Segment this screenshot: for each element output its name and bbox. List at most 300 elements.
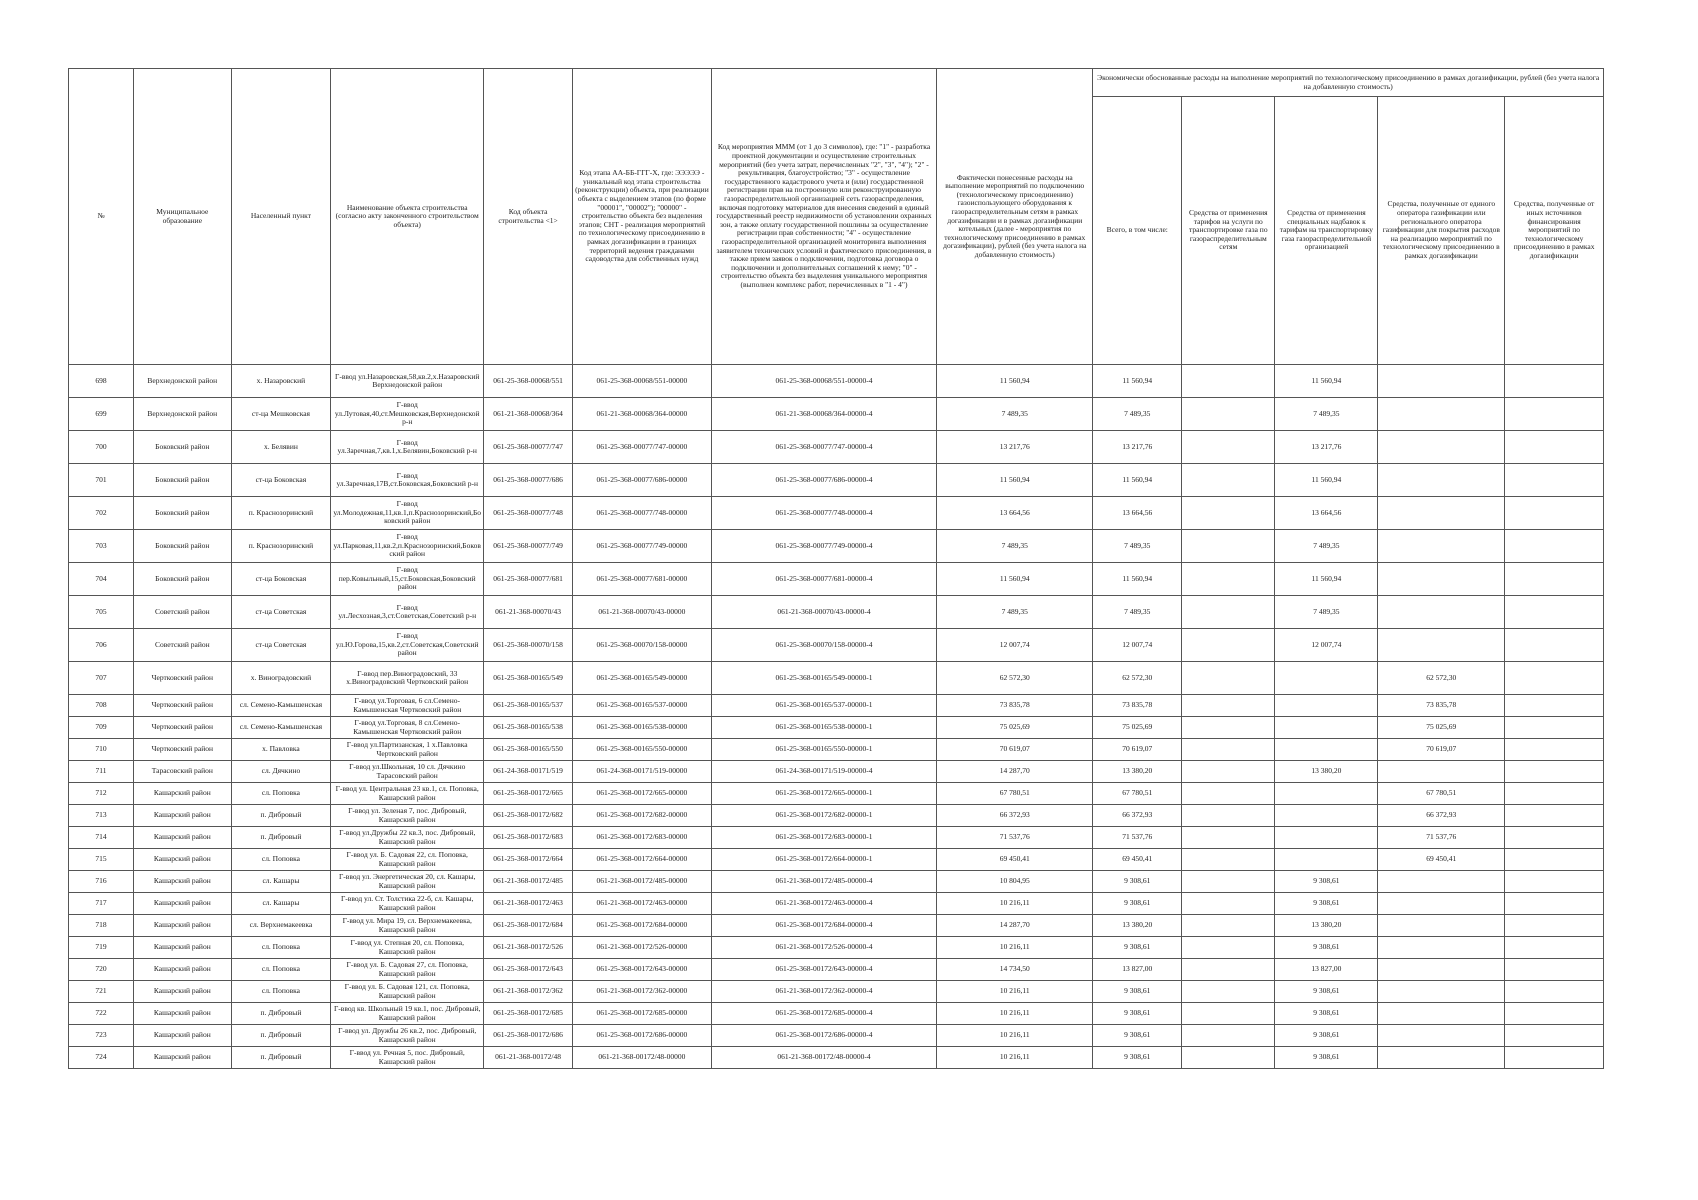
cell-operator <box>1378 431 1505 464</box>
cell-object-code: 061-25-368-00068/551 <box>484 365 573 398</box>
cell-municipality: Чертковский район <box>134 662 232 695</box>
cell-actual-costs: 10 216,11 <box>937 937 1093 959</box>
cell-total: 13 827,00 <box>1093 959 1182 981</box>
cell-actual-costs: 13 217,76 <box>937 431 1093 464</box>
cell-operator <box>1378 398 1505 431</box>
cell-special <box>1275 739 1378 761</box>
cell-stage-code: 061-25-368-00172/685-00000 <box>573 1003 712 1025</box>
cell-event-code: 061-25-368-00077/681-00000-4 <box>711 563 936 596</box>
cell-municipality: Кашарский район <box>134 893 232 915</box>
cell-stage-code: 061-21-368-00068/364-00000 <box>573 398 712 431</box>
cell-settlement: сл. Поповка <box>231 937 331 959</box>
cell-actual-costs: 7 489,35 <box>937 596 1093 629</box>
cell-num: 701 <box>69 464 134 497</box>
table-row <box>69 1025 1604 1047</box>
cell-operator <box>1378 937 1505 959</box>
header-total: Всего, в том числе: <box>1093 97 1182 365</box>
cell-special: 7 489,35 <box>1275 398 1378 431</box>
cell-tariff <box>1182 893 1275 915</box>
cell-object-code: 061-25-368-00165/549 <box>484 662 573 695</box>
cell-object-name: Г-ввод ул.Молодежная,11,кв.1,п.Краснозоринский,Боковский район <box>331 497 484 530</box>
cell-stage-code: 061-25-368-00077/748-00000 <box>573 497 712 530</box>
cell-event-code: 061-25-368-00070/158-00000-4 <box>711 629 936 662</box>
cell-other <box>1505 365 1604 398</box>
cell-event-code: 061-25-368-00165/537-00000-1 <box>711 695 936 717</box>
cell-num: 706 <box>69 629 134 662</box>
cell-settlement: х. Виноградовский <box>231 662 331 695</box>
cell-stage-code: 061-25-368-00070/158-00000 <box>573 629 712 662</box>
cell-total: 9 308,61 <box>1093 893 1182 915</box>
cell-other <box>1505 1025 1604 1047</box>
table-header <box>69 69 1604 365</box>
cell-object-code: 061-21-368-00172/463 <box>484 893 573 915</box>
cell-settlement: сл. Дячкино <box>231 761 331 783</box>
cell-municipality: Кашарский район <box>134 871 232 893</box>
cell-operator: 62 572,30 <box>1378 662 1505 695</box>
cell-operator <box>1378 1003 1505 1025</box>
cell-other <box>1505 915 1604 937</box>
cell-stage-code: 061-25-368-00165/538-00000 <box>573 717 712 739</box>
cell-settlement: п. Дибровый <box>231 1025 331 1047</box>
cell-num: 719 <box>69 937 134 959</box>
cell-tariff <box>1182 596 1275 629</box>
cell-operator: 75 025,69 <box>1378 717 1505 739</box>
cell-object-name: Г-ввод ул. Дружбы 26 кв.2, пос. Дибровый, Кашарский район <box>331 1025 484 1047</box>
table-row <box>69 805 1604 827</box>
table-row <box>69 431 1604 464</box>
cell-object-name: Г-ввод ул. Б. Садовая 121, сл. Поповка, Кашарский район <box>331 981 484 1003</box>
cell-other <box>1505 893 1604 915</box>
header-special: Средства от применения специальных надбавок к тарифам на транспортировку газа газораспределительной организацией <box>1275 97 1378 365</box>
cell-actual-costs: 7 489,35 <box>937 398 1093 431</box>
cell-object-code: 061-25-368-00172/686 <box>484 1025 573 1047</box>
cell-num: 698 <box>69 365 134 398</box>
cell-tariff <box>1182 827 1275 849</box>
cell-special: 9 308,61 <box>1275 981 1378 1003</box>
table-row <box>69 783 1604 805</box>
cell-total: 9 308,61 <box>1093 1047 1182 1069</box>
document-page <box>68 68 1604 1069</box>
cell-special: 11 560,94 <box>1275 365 1378 398</box>
cell-other <box>1505 805 1604 827</box>
cell-num: 700 <box>69 431 134 464</box>
cell-object-code: 061-21-368-00172/362 <box>484 981 573 1003</box>
cell-special: 11 560,94 <box>1275 563 1378 596</box>
cell-event-code: 061-25-368-00172/685-00000-4 <box>711 1003 936 1025</box>
cell-num: 711 <box>69 761 134 783</box>
header-num: № <box>69 69 134 365</box>
cell-municipality: Чертковский район <box>134 717 232 739</box>
cell-municipality: Чертковский район <box>134 695 232 717</box>
cell-municipality: Кашарский район <box>134 981 232 1003</box>
header-stage-code: Код этапа АА-ББ-ГГГ-Х, где: ЭЭЭЭЭ - уникальный код этапа строительства (реконструкции) объекта, при реализации объекта с выделением этапов (по форме "00001", "00002"); "00000" - строительство объекта без выделения этапов; СНТ - реализация мероприятий по технологическому присоединению в рамках догазификации в границах территорий ведения гражданами садоводства для собственных нужд <box>573 69 712 365</box>
cell-tariff <box>1182 563 1275 596</box>
cell-total: 9 308,61 <box>1093 981 1182 1003</box>
cell-operator <box>1378 497 1505 530</box>
cell-stage-code: 061-21-368-00172/526-00000 <box>573 937 712 959</box>
cell-total: 9 308,61 <box>1093 937 1182 959</box>
cell-special: 9 308,61 <box>1275 893 1378 915</box>
cell-operator <box>1378 761 1505 783</box>
cell-total: 73 835,78 <box>1093 695 1182 717</box>
cell-settlement: ст-ца Мешковская <box>231 398 331 431</box>
cell-actual-costs: 69 450,41 <box>937 849 1093 871</box>
cell-total: 62 572,30 <box>1093 662 1182 695</box>
cell-object-name: Г-ввод ул.Партизанская, 1 х.Павловка Чертковский район <box>331 739 484 761</box>
cell-stage-code: 061-25-368-00077/686-00000 <box>573 464 712 497</box>
cell-object-code: 061-25-368-00172/685 <box>484 1003 573 1025</box>
cell-object-code: 061-21-368-00068/364 <box>484 398 573 431</box>
cell-municipality: Боковский район <box>134 431 232 464</box>
cell-num: 722 <box>69 1003 134 1025</box>
cell-settlement: х. Белявин <box>231 431 331 464</box>
cell-stage-code: 061-25-368-00077/747-00000 <box>573 431 712 464</box>
cell-object-name: Г-ввод ул.Дружбы 22 кв.3, пос. Дибровый, Кашарский район <box>331 827 484 849</box>
cell-stage-code: 061-25-368-00172/682-00000 <box>573 805 712 827</box>
cell-object-code: 061-25-368-00165/538 <box>484 717 573 739</box>
cell-municipality: Кашарский район <box>134 783 232 805</box>
cell-event-code: 061-25-368-00172/664-00000-1 <box>711 849 936 871</box>
cell-operator <box>1378 596 1505 629</box>
cell-special: 9 308,61 <box>1275 937 1378 959</box>
cell-event-code: 061-25-368-00165/550-00000-1 <box>711 739 936 761</box>
cell-operator <box>1378 915 1505 937</box>
cell-event-code: 061-25-368-00172/682-00000-1 <box>711 805 936 827</box>
cell-object-code: 061-25-368-00172/664 <box>484 849 573 871</box>
cell-special: 7 489,35 <box>1275 596 1378 629</box>
cell-municipality: Боковский район <box>134 563 232 596</box>
cell-other <box>1505 959 1604 981</box>
cell-stage-code: 061-25-368-00172/643-00000 <box>573 959 712 981</box>
cell-stage-code: 061-25-368-00172/683-00000 <box>573 827 712 849</box>
cell-stage-code: 061-21-368-00172/362-00000 <box>573 981 712 1003</box>
cell-object-code: 061-25-368-00172/684 <box>484 915 573 937</box>
cell-other <box>1505 695 1604 717</box>
cell-stage-code: 061-25-368-00068/551-00000 <box>573 365 712 398</box>
cell-num: 699 <box>69 398 134 431</box>
cell-actual-costs: 14 734,50 <box>937 959 1093 981</box>
cell-event-code: 061-25-368-00077/748-00000-4 <box>711 497 936 530</box>
cell-event-code: 061-25-368-00068/551-00000-4 <box>711 365 936 398</box>
cell-object-name: Г-ввод ул.Назаровская,58,кв.2,х.Назаровский Верхнедонской район <box>331 365 484 398</box>
cell-tariff <box>1182 761 1275 783</box>
cell-object-code: 061-25-368-00165/537 <box>484 695 573 717</box>
cell-actual-costs: 11 560,94 <box>937 365 1093 398</box>
cell-special: 13 380,20 <box>1275 915 1378 937</box>
cell-stage-code: 061-25-368-00077/681-00000 <box>573 563 712 596</box>
table-row <box>69 662 1604 695</box>
cell-tariff <box>1182 530 1275 563</box>
cell-object-name: Г-ввод ул. Центральная 23 кв.1, сл. Поповка, Кашарский район <box>331 783 484 805</box>
cell-event-code: 061-24-368-00171/519-00000-4 <box>711 761 936 783</box>
cell-num: 705 <box>69 596 134 629</box>
cell-operator: 69 450,41 <box>1378 849 1505 871</box>
cell-settlement: п. Краснозоринский <box>231 497 331 530</box>
cell-total: 9 308,61 <box>1093 871 1182 893</box>
cell-operator <box>1378 563 1505 596</box>
cell-settlement: сл. Кашары <box>231 871 331 893</box>
gasification-costs-table <box>68 68 1604 1069</box>
table-row <box>69 827 1604 849</box>
cell-num: 709 <box>69 717 134 739</box>
table-row <box>69 1003 1604 1025</box>
cell-event-code: 061-25-368-00077/686-00000-4 <box>711 464 936 497</box>
cell-municipality: Кашарский район <box>134 1003 232 1025</box>
cell-operator: 66 372,93 <box>1378 805 1505 827</box>
cell-actual-costs: 10 216,11 <box>937 1047 1093 1069</box>
cell-operator <box>1378 1025 1505 1047</box>
cell-num: 712 <box>69 783 134 805</box>
cell-total: 75 025,69 <box>1093 717 1182 739</box>
cell-num: 707 <box>69 662 134 695</box>
cell-object-name: Г-ввод ул. Мира 19, сл. Верхнемакеевка, Кашарский район <box>331 915 484 937</box>
cell-num: 704 <box>69 563 134 596</box>
cell-stage-code: 061-21-368-00070/43-00000 <box>573 596 712 629</box>
cell-object-code: 061-24-368-00171/519 <box>484 761 573 783</box>
cell-other <box>1505 1047 1604 1069</box>
cell-total: 13 664,56 <box>1093 497 1182 530</box>
cell-municipality: Кашарский район <box>134 959 232 981</box>
cell-other <box>1505 563 1604 596</box>
cell-special <box>1275 827 1378 849</box>
cell-stage-code: 061-25-368-00172/684-00000 <box>573 915 712 937</box>
cell-operator <box>1378 629 1505 662</box>
cell-event-code: 061-21-368-00172/485-00000-4 <box>711 871 936 893</box>
cell-object-code: 061-21-368-00070/43 <box>484 596 573 629</box>
cell-tariff <box>1182 497 1275 530</box>
cell-other <box>1505 717 1604 739</box>
cell-num: 723 <box>69 1025 134 1047</box>
cell-municipality: Тарасовский район <box>134 761 232 783</box>
cell-tariff <box>1182 1003 1275 1025</box>
cell-total: 11 560,94 <box>1093 464 1182 497</box>
cell-operator <box>1378 365 1505 398</box>
cell-event-code: 061-21-368-00068/364-00000-4 <box>711 398 936 431</box>
cell-other <box>1505 849 1604 871</box>
cell-event-code: 061-25-368-00172/665-00000-1 <box>711 783 936 805</box>
cell-tariff <box>1182 981 1275 1003</box>
header-object-code: Код объекта строительства <1> <box>484 69 573 365</box>
cell-actual-costs: 14 287,70 <box>937 915 1093 937</box>
cell-actual-costs: 10 216,11 <box>937 1003 1093 1025</box>
header-municipality: Муниципальное образование <box>134 69 232 365</box>
table-row <box>69 981 1604 1003</box>
table-row <box>69 398 1604 431</box>
cell-total: 9 308,61 <box>1093 1003 1182 1025</box>
cell-object-code: 061-25-368-00077/748 <box>484 497 573 530</box>
cell-actual-costs: 10 804,95 <box>937 871 1093 893</box>
cell-other <box>1505 662 1604 695</box>
cell-municipality: Боковский район <box>134 497 232 530</box>
table-row <box>69 530 1604 563</box>
header-actual-costs: Фактически понесенные расходы на выполнение мероприятий по подключению (технологическому присоединению) газоиспользующего оборудования к газораспределительным сетям в рамках догазификации и в рамках догазификации котельных (далее - мероприятия по технологическому присоединению в рамках догазификации), рублей (без учета налога на добавленную стоимость) <box>937 69 1093 365</box>
cell-special <box>1275 695 1378 717</box>
cell-num: 717 <box>69 893 134 915</box>
cell-object-name: Г-ввод пер.Виноградовский, 33 х.Виноградовский Чертковский район <box>331 662 484 695</box>
cell-operator: 71 537,76 <box>1378 827 1505 849</box>
cell-tariff <box>1182 959 1275 981</box>
cell-total: 7 489,35 <box>1093 398 1182 431</box>
cell-object-code: 061-25-368-00172/665 <box>484 783 573 805</box>
cell-special: 13 217,76 <box>1275 431 1378 464</box>
cell-event-code: 061-25-368-00165/549-00000-1 <box>711 662 936 695</box>
cell-event-code: 061-25-368-00172/684-00000-4 <box>711 915 936 937</box>
cell-special <box>1275 783 1378 805</box>
cell-object-code: 061-21-368-00172/526 <box>484 937 573 959</box>
cell-special: 9 308,61 <box>1275 1047 1378 1069</box>
cell-operator <box>1378 871 1505 893</box>
cell-special: 13 827,00 <box>1275 959 1378 981</box>
cell-total: 13 217,76 <box>1093 431 1182 464</box>
cell-actual-costs: 67 780,51 <box>937 783 1093 805</box>
header-tariff: Средства от применения тарифов на услуги по транспортировке газа по газораспределительным сетям <box>1182 97 1275 365</box>
cell-tariff <box>1182 365 1275 398</box>
cell-municipality: Кашарский район <box>134 937 232 959</box>
cell-municipality: Советский район <box>134 596 232 629</box>
cell-object-code: 061-25-368-00165/550 <box>484 739 573 761</box>
cell-total: 70 619,07 <box>1093 739 1182 761</box>
cell-num: 720 <box>69 959 134 981</box>
cell-other <box>1505 431 1604 464</box>
cell-object-code: 061-25-368-00172/682 <box>484 805 573 827</box>
cell-settlement: х. Павловка <box>231 739 331 761</box>
cell-tariff <box>1182 805 1275 827</box>
cell-stage-code: 061-25-368-00165/550-00000 <box>573 739 712 761</box>
cell-num: 702 <box>69 497 134 530</box>
cell-municipality: Кашарский район <box>134 827 232 849</box>
cell-stage-code: 061-24-368-00171/519-00000 <box>573 761 712 783</box>
cell-event-code: 061-25-368-00172/686-00000-4 <box>711 1025 936 1047</box>
cell-event-code: 061-21-368-00172/362-00000-4 <box>711 981 936 1003</box>
cell-operator: 70 619,07 <box>1378 739 1505 761</box>
cell-actual-costs: 71 537,76 <box>937 827 1093 849</box>
cell-num: 703 <box>69 530 134 563</box>
cell-total: 67 780,51 <box>1093 783 1182 805</box>
cell-other <box>1505 497 1604 530</box>
cell-settlement: сл. Поповка <box>231 959 331 981</box>
table-row <box>69 464 1604 497</box>
table-row <box>69 739 1604 761</box>
cell-tariff <box>1182 695 1275 717</box>
cell-object-name: Г-ввод ул.Заречная,17В,ст.Боковская,Боковский р-н <box>331 464 484 497</box>
cell-settlement: ст-ца Боковская <box>231 464 331 497</box>
cell-settlement: п. Дибровый <box>231 827 331 849</box>
cell-municipality: Кашарский район <box>134 1025 232 1047</box>
cell-total: 11 560,94 <box>1093 563 1182 596</box>
cell-stage-code: 061-25-368-00172/686-00000 <box>573 1025 712 1047</box>
cell-tariff <box>1182 871 1275 893</box>
cell-other <box>1505 827 1604 849</box>
cell-tariff <box>1182 937 1275 959</box>
cell-num: 713 <box>69 805 134 827</box>
cell-actual-costs: 10 216,11 <box>937 1025 1093 1047</box>
cell-object-name: Г-ввод ул.Лутовая,40,ст.Мешковская,Верхнедонской р-н <box>331 398 484 431</box>
cell-total: 7 489,35 <box>1093 596 1182 629</box>
cell-operator <box>1378 1047 1505 1069</box>
cell-object-name: Г-ввод пер.Ковыльный,15,ст.Боковская,Боковский район <box>331 563 484 596</box>
cell-total: 71 537,76 <box>1093 827 1182 849</box>
table-row <box>69 629 1604 662</box>
cell-settlement: п. Дибровый <box>231 1003 331 1025</box>
header-other: Средства, полученные от иных источников финансирования мероприятий по технологическому присоединению в рамках догазификации <box>1505 97 1604 365</box>
cell-actual-costs: 7 489,35 <box>937 530 1093 563</box>
cell-operator: 67 780,51 <box>1378 783 1505 805</box>
table-row <box>69 761 1604 783</box>
cell-municipality: Кашарский район <box>134 915 232 937</box>
cell-stage-code: 061-25-368-00165/549-00000 <box>573 662 712 695</box>
cell-event-code: 061-25-368-00172/683-00000-1 <box>711 827 936 849</box>
table-row <box>69 871 1604 893</box>
cell-other <box>1505 464 1604 497</box>
cell-tariff <box>1182 662 1275 695</box>
cell-municipality: Кашарский район <box>134 1047 232 1069</box>
cell-tariff <box>1182 629 1275 662</box>
cell-actual-costs: 12 007,74 <box>937 629 1093 662</box>
cell-object-name: Г-ввод ул. Энергетическая 20, сл. Кашары, Кашарский район <box>331 871 484 893</box>
cell-settlement: п. Краснозоринский <box>231 530 331 563</box>
cell-total: 13 380,20 <box>1093 915 1182 937</box>
cell-object-name: Г-ввод ул. Речная 5, пос. Дибровый, Кашарский район <box>331 1047 484 1069</box>
cell-actual-costs: 14 287,70 <box>937 761 1093 783</box>
cell-num: 708 <box>69 695 134 717</box>
cell-object-name: Г-ввод ул.Школьная, 10 сл. Дячкино Тарасовский район <box>331 761 484 783</box>
cell-event-code: 061-21-368-00172/48-00000-4 <box>711 1047 936 1069</box>
cell-settlement: ст-ца Боковская <box>231 563 331 596</box>
cell-num: 718 <box>69 915 134 937</box>
cell-object-code: 061-25-368-00077/681 <box>484 563 573 596</box>
cell-other <box>1505 871 1604 893</box>
table-row <box>69 849 1604 871</box>
table-row <box>69 365 1604 398</box>
cell-settlement: сл. Семено-Камышенская <box>231 695 331 717</box>
cell-special: 7 489,35 <box>1275 530 1378 563</box>
cell-special: 13 664,56 <box>1275 497 1378 530</box>
cell-actual-costs: 66 372,93 <box>937 805 1093 827</box>
cell-num: 714 <box>69 827 134 849</box>
cell-object-name: Г-ввод ул. Степная 20, сл. Поповка, Кашарский район <box>331 937 484 959</box>
cell-actual-costs: 10 216,11 <box>937 981 1093 1003</box>
cell-num: 721 <box>69 981 134 1003</box>
table-body <box>69 365 1604 1069</box>
cell-object-code: 061-25-368-00077/747 <box>484 431 573 464</box>
cell-other <box>1505 981 1604 1003</box>
cell-settlement: ст-ца Советская <box>231 596 331 629</box>
cell-total: 12 007,74 <box>1093 629 1182 662</box>
cell-actual-costs: 11 560,94 <box>937 464 1093 497</box>
cell-tariff <box>1182 431 1275 464</box>
cell-event-code: 061-25-368-00172/643-00000-4 <box>711 959 936 981</box>
cell-municipality: Боковский район <box>134 530 232 563</box>
cell-settlement: сл. Верхнемакеевка <box>231 915 331 937</box>
cell-operator: 73 835,78 <box>1378 695 1505 717</box>
cell-event-code: 061-21-368-00070/43-00000-4 <box>711 596 936 629</box>
header-object-name: Наименование объекта строительства (согласно акту законченного строительством объекта) <box>331 69 484 365</box>
cell-object-name: Г-ввод ул.Ю.Горова,15,кв.2,ст.Советская,Советский район <box>331 629 484 662</box>
cell-event-code: 061-21-368-00172/526-00000-4 <box>711 937 936 959</box>
cell-municipality: Боковский район <box>134 464 232 497</box>
header-econ-group: Экономически обоснованные расходы на выполнение мероприятий по технологическому присоединению в рамках догазификации, рублей (без учета налога на добавленную стоимость) <box>1093 69 1604 97</box>
cell-stage-code: 061-25-368-00077/749-00000 <box>573 530 712 563</box>
cell-tariff <box>1182 783 1275 805</box>
cell-operator <box>1378 893 1505 915</box>
cell-object-name: Г-ввод ул.Лесхозная,3,ст.Советская,Советский р-н <box>331 596 484 629</box>
cell-settlement: сл. Поповка <box>231 981 331 1003</box>
cell-stage-code: 061-21-368-00172/463-00000 <box>573 893 712 915</box>
cell-tariff <box>1182 1025 1275 1047</box>
cell-stage-code: 061-25-368-00172/664-00000 <box>573 849 712 871</box>
table-row <box>69 596 1604 629</box>
cell-other <box>1505 596 1604 629</box>
